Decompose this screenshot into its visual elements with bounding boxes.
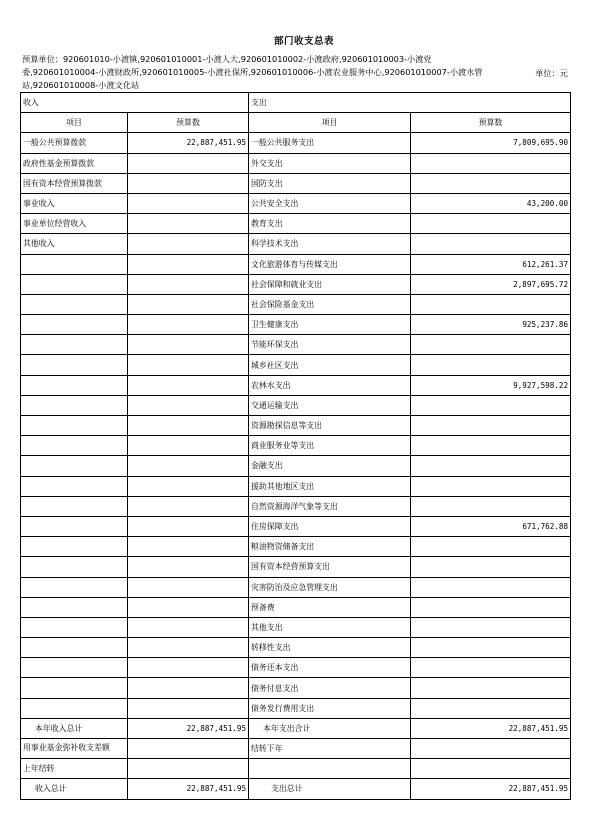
empty-cell [249,759,411,779]
expense-item-cell: 国防支出 [249,173,411,193]
table-row [21,375,571,395]
expense-value-cell [411,597,571,617]
income-item-cell [21,294,128,314]
income-item-cell [21,557,128,577]
expense-item-cell: 资源勘探信息等支出 [249,416,411,436]
income-value-cell [128,597,249,617]
page-title: 部门收支总表 [273,36,334,47]
income-value-cell [128,395,249,415]
table-row [21,355,571,375]
expense-item-cell: 文化旅游体育与传媒支出 [249,254,411,274]
budget-units: 预算单位：920601010-小渡镇,920601010001-小渡人大,920601010002-小渡政府,920601010003-小渡党委,920601010004-小渡财政所,920601010005-小渡社保所,920601010006-小渡农业服务中心,920601010007-小渡水管站,920601010008-小渡文化站 [22,54,483,90]
table-row [21,476,571,496]
expense-value-cell [411,294,571,314]
income-item-cell [21,537,128,557]
expense-value-cell [411,436,571,456]
income-item-cell: 政府性基金预算拨款 [21,153,128,173]
expense-item-cell: 灾害防治及应急管理支出 [249,577,411,597]
income-item-cell [21,678,128,698]
table-row [21,214,571,234]
table-row [21,153,571,173]
expense-item-cell: 债务发行费用支出 [249,698,411,718]
income-value-cell [128,557,249,577]
income-item-cell [21,416,128,436]
income-value-cell [128,678,249,698]
expense-item-cell: 外交支出 [249,153,411,173]
expense-item-cell: 债务付息支出 [249,678,411,698]
expense-value-cell [411,557,571,577]
income-value-cell [128,658,249,678]
expense-value-cell [411,395,571,415]
income-value-cell [128,335,249,355]
income-value-cell [128,537,249,557]
summary-table [20,92,571,800]
table-row [21,315,571,335]
income-total-value: 22,887,451.95 [128,779,249,799]
income-item-cell [21,254,128,274]
income-total-label: 收入总计 [21,779,128,799]
unit-label: 单位：元 [535,68,568,78]
expense-value-cell [411,577,571,597]
table-row [21,395,571,415]
expense-item-cell: 粮油物资储备支出 [249,537,411,557]
expense-item-cell: 住房保障支出 [249,516,411,536]
expense-item-cell: 商业服务业等支出 [249,436,411,456]
year-expense-total-value: 22,887,451.95 [411,718,571,738]
income-value-cell [128,173,249,193]
year-income-total-value: 22,887,451.95 [128,718,249,738]
table-row [21,617,571,637]
expense-value-cell [411,234,571,254]
expense-value-cell [411,638,571,658]
table-row [21,436,571,456]
expense-item-cell: 公共安全支出 [249,193,411,213]
table-row [21,557,571,577]
income-item-cell [21,496,128,516]
expense-value-cell [411,476,571,496]
income-value-cell [128,234,249,254]
income-item-cell: 一般公共预算拨款 [21,133,128,153]
income-item-cell: 其他收入 [21,234,128,254]
income-item-header: 项目 [21,113,128,133]
expense-item-cell: 自然资源海洋气象等支出 [249,496,411,516]
income-value-cell [128,355,249,375]
expense-item-header: 项目 [249,113,411,133]
table-row [21,133,571,153]
table-row [21,193,571,213]
expense-value-cell [411,496,571,516]
income-value-cell [128,153,249,173]
expense-item-cell: 科学技术支出 [249,234,411,254]
income-item-cell [21,375,128,395]
income-value-cell [128,516,249,536]
table-row [21,577,571,597]
income-item-cell [21,698,128,718]
income-value-cell [128,577,249,597]
expense-item-cell: 教育支出 [249,214,411,234]
expense-value-cell: 925,237.86 [411,315,571,335]
header-row [21,113,571,133]
income-value-cell [128,638,249,658]
expense-value-cell: 612,261.37 [411,254,571,274]
expense-value-cell: 2,897,695.72 [411,274,571,294]
income-item-cell: 事业收入 [21,193,128,213]
table-row [21,274,571,294]
table-row [21,254,571,274]
income-item-cell [21,355,128,375]
expense-item-cell: 卫生健康支出 [249,315,411,335]
expense-item-cell: 一般公共服务支出 [249,133,411,153]
expense-item-cell: 国有资本经营预算支出 [249,557,411,577]
expense-value-cell [411,214,571,234]
expense-item-cell: 其他支出 [249,617,411,637]
income-value-cell [128,617,249,637]
income-item-cell [21,617,128,637]
income-item-cell [21,274,128,294]
expense-value-cell: 9,927,598.22 [411,375,571,395]
expense-item-cell: 节能环保支出 [249,335,411,355]
expense-value-cell [411,416,571,436]
table-row [21,173,571,193]
carry-next-value [411,739,571,759]
income-item-cell [21,597,128,617]
expense-item-cell: 交通运输支出 [249,395,411,415]
expense-item-cell: 债务还本支出 [249,658,411,678]
income-item-cell [21,476,128,496]
income-item-cell [21,577,128,597]
carry-last-value [128,759,249,779]
section-row [21,93,571,113]
income-item-cell: 国有资本经营预算拨款 [21,173,128,193]
expense-value-cell [411,335,571,355]
income-value-cell [128,294,249,314]
expense-item-cell: 转移性支出 [249,638,411,658]
income-item-cell [21,436,128,456]
expense-budget-header: 预算数 [411,113,571,133]
income-value-cell [128,193,249,213]
grand-total-row [21,779,571,799]
table-row [21,234,571,254]
income-item-cell: 事业单位经营收入 [21,214,128,234]
year-total-row [21,718,571,738]
income-budget-header: 预算数 [128,113,249,133]
fund-gap-row [21,739,571,759]
income-value-cell [128,496,249,516]
carry-last-label: 上年结转 [21,759,128,779]
income-item-cell [21,335,128,355]
fund-gap-value [128,739,249,759]
income-section-label: 收入 [21,93,249,113]
expense-total-value: 22,887,451.95 [411,779,571,799]
year-income-total-label: 本年收入总计 [21,718,128,738]
empty-cell [411,759,571,779]
table-row [21,698,571,718]
income-item-cell [21,315,128,335]
table-row [21,416,571,436]
table-row [21,638,571,658]
table-row [21,597,571,617]
income-value-cell [128,476,249,496]
income-value-cell [128,416,249,436]
expense-value-cell [411,678,571,698]
expense-value-cell: 671,762.88 [411,516,571,536]
table-row [21,456,571,476]
expense-value-cell [411,617,571,637]
table-row [21,658,571,678]
income-value-cell [128,214,249,234]
expense-item-cell: 援助其他地区支出 [249,476,411,496]
table-row [21,516,571,536]
expense-value-cell [411,355,571,375]
expense-value-cell [411,153,571,173]
income-value-cell [128,436,249,456]
fund-gap-label: 用事业基金弥补收支差额 [21,739,128,759]
expense-item-cell: 城乡社区支出 [249,355,411,375]
income-item-cell [21,658,128,678]
income-item-cell [21,395,128,415]
income-item-cell [21,638,128,658]
expense-value-cell: 43,200.00 [411,193,571,213]
table-row [21,294,571,314]
expense-value-cell [411,698,571,718]
carry-last-row [21,759,571,779]
expense-item-cell: 社会保险基金支出 [249,294,411,314]
income-value-cell [128,315,249,335]
income-value-cell [128,456,249,476]
income-item-cell [21,456,128,476]
income-value-cell [128,254,249,274]
expense-section-label: 支出 [249,93,571,113]
income-value-cell [128,274,249,294]
expense-item-cell: 金融支出 [249,456,411,476]
income-value-cell: 22,887,451.95 [128,133,249,153]
income-value-cell [128,698,249,718]
carry-next-label: 结转下年 [249,739,411,759]
year-expense-total-label: 本年支出合计 [249,718,411,738]
expense-value-cell [411,658,571,678]
table-row [21,335,571,355]
expense-value-cell [411,537,571,557]
expense-item-cell: 预备费 [249,597,411,617]
table-row [21,678,571,698]
expense-value-cell: 7,809,695.90 [411,133,571,153]
income-value-cell [128,375,249,395]
expense-item-cell: 农林水支出 [249,375,411,395]
income-item-cell [21,516,128,536]
expense-item-cell: 社会保障和就业支出 [249,274,411,294]
table-row [21,496,571,516]
expense-value-cell [411,173,571,193]
expense-value-cell [411,456,571,476]
expense-total-label: 支出总计 [249,779,411,799]
table-row [21,537,571,557]
